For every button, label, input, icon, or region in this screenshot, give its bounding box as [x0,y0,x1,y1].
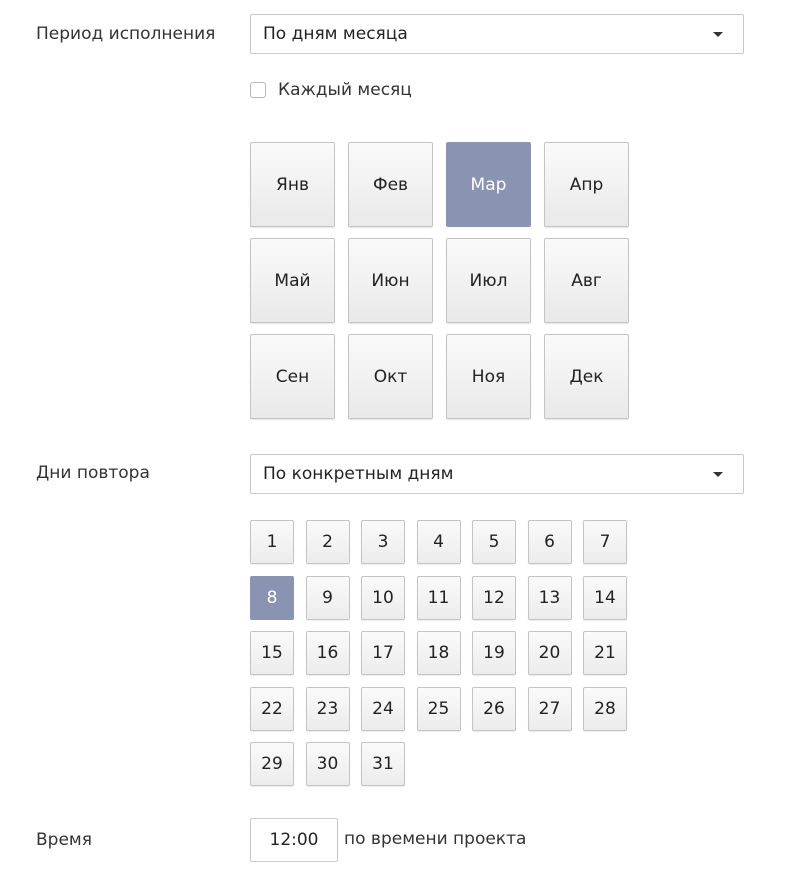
month-jan-button[interactable]: Янв [250,142,335,227]
day-button[interactable]: 24 [361,687,405,731]
month-oct-button[interactable]: Окт [348,334,433,419]
month-jul-button[interactable]: Июл [446,238,531,323]
day-button[interactable]: 4 [417,520,461,564]
month-dec-button[interactable]: Дек [544,334,629,419]
day-button[interactable]: 16 [306,631,350,675]
day-button[interactable]: 13 [528,576,572,620]
time-suffix: по времени проекта [344,829,527,849]
day-button[interactable]: 21 [583,631,627,675]
month-sep-button[interactable]: Сен [250,334,335,419]
period-label: Период исполнения [36,24,216,44]
day-button[interactable]: 19 [472,631,516,675]
time-input[interactable] [250,818,338,862]
day-button[interactable]: 29 [250,742,294,786]
day-button[interactable]: 7 [583,520,627,564]
day-button[interactable]: 8 [250,576,294,620]
chevron-down-icon [713,32,723,37]
time-label: Время [36,830,92,850]
month-feb-button[interactable]: Фев [348,142,433,227]
repeat-days-select-value: По конкретным дням [263,464,454,484]
day-button[interactable]: 30 [306,742,350,786]
day-button[interactable]: 28 [583,687,627,731]
month-apr-button[interactable]: Апр [544,142,629,227]
day-button[interactable]: 11 [417,576,461,620]
day-button[interactable]: 18 [417,631,461,675]
days-grid [250,520,627,786]
month-nov-button[interactable]: Ноя [446,334,531,419]
day-button[interactable]: 17 [361,631,405,675]
months-grid [250,142,629,419]
day-button[interactable]: 3 [361,520,405,564]
repeat-days-label: Дни повтора [36,463,150,483]
day-button[interactable]: 23 [306,687,350,731]
repeat-days-select[interactable] [250,454,744,494]
month-may-button[interactable]: Май [250,238,335,323]
day-button[interactable]: 5 [472,520,516,564]
day-button[interactable]: 2 [306,520,350,564]
month-aug-button[interactable]: Авг [544,238,629,323]
day-button[interactable]: 22 [250,687,294,731]
day-button[interactable]: 31 [361,742,405,786]
day-button[interactable]: 1 [250,520,294,564]
day-button[interactable]: 12 [472,576,516,620]
every-month-option[interactable] [250,80,412,100]
day-button[interactable]: 10 [361,576,405,620]
chevron-down-icon [713,472,723,477]
day-button[interactable]: 20 [528,631,572,675]
period-select[interactable] [250,14,744,54]
day-button[interactable]: 15 [250,631,294,675]
day-button[interactable]: 9 [306,576,350,620]
every-month-label: Каждый месяц [278,80,412,100]
period-select-value: По дням месяца [263,24,408,44]
month-mar-button[interactable]: Мар [446,142,531,227]
month-jun-button[interactable]: Июн [348,238,433,323]
day-button[interactable]: 27 [528,687,572,731]
day-button[interactable]: 26 [472,687,516,731]
day-button[interactable]: 6 [528,520,572,564]
every-month-checkbox[interactable] [250,82,266,98]
day-button[interactable]: 25 [417,687,461,731]
day-button[interactable]: 14 [583,576,627,620]
